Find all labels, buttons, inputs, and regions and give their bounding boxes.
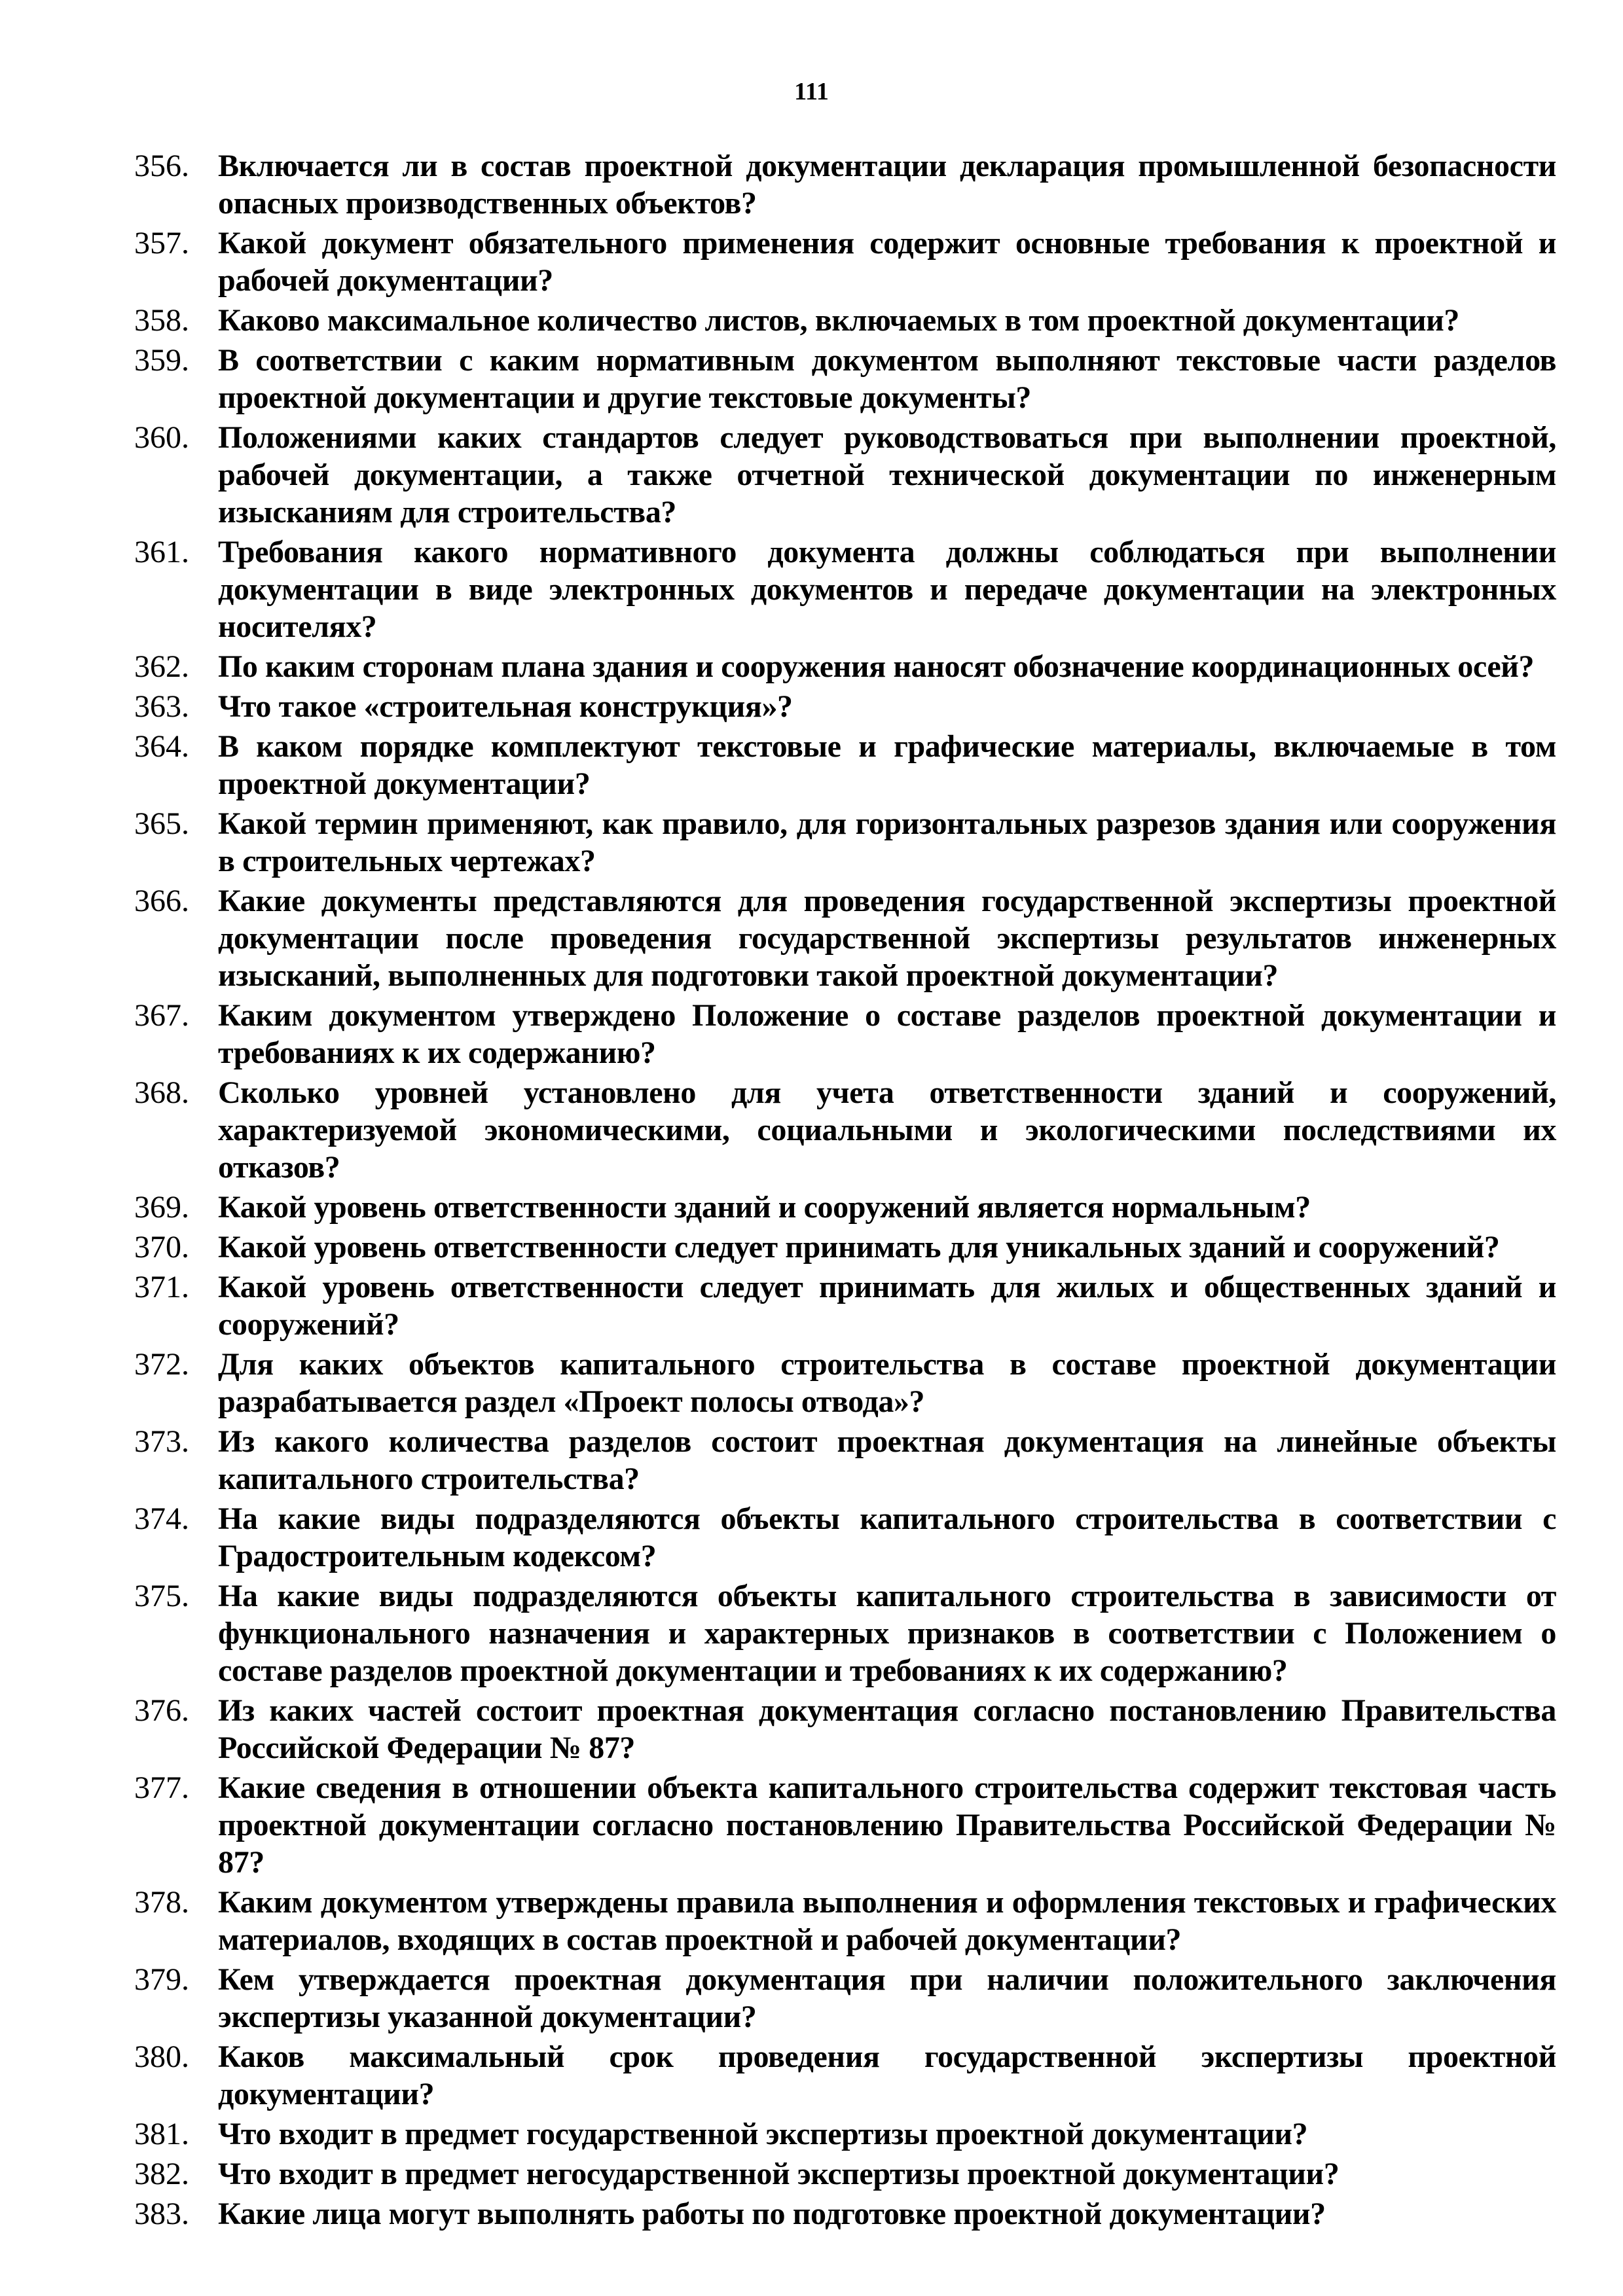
- question-number: 361.: [134, 535, 189, 569]
- question-number: 371.: [134, 1270, 189, 1304]
- question-number: 358.: [134, 303, 189, 338]
- question-number: 364.: [134, 729, 189, 764]
- question-item: [134, 648, 1556, 685]
- question-number: 375.: [134, 1579, 189, 1613]
- question-text: Какой термин применяют, как правило, для горизонтальных разрезов здания или сооружения в строительных чертежах?: [218, 806, 1556, 878]
- question-item: [134, 224, 1556, 299]
- question-item: [134, 997, 1556, 1071]
- question-number: 363.: [134, 689, 189, 724]
- question-item: [134, 419, 1556, 531]
- question-item: [134, 1074, 1556, 1186]
- question-text: Что входит в предмет государственной экспертизы проектной документации?: [218, 2117, 1308, 2151]
- question-number: 362.: [134, 649, 189, 684]
- question-text: Включается ли в состав проектной документации декларация промышленной безопасности опасных производственных объектов?: [218, 149, 1556, 221]
- question-text: Каково максимальное количество листов, включаемых в том проектной документации?: [218, 303, 1459, 338]
- question-text: Каков максимальный срок проведения государственной экспертизы проектной документации?: [218, 2039, 1556, 2111]
- question-text: В соответствии с каким нормативным документом выполняют текстовые части разделов проектной документации и другие текстовые документы?: [218, 343, 1556, 415]
- question-number: 365.: [134, 806, 189, 841]
- question-number: 373.: [134, 1424, 189, 1459]
- question-text: На какие виды подразделяются объекты капитального строительства в соответствии с Градостроительным кодексом?: [218, 1501, 1556, 1573]
- question-text: Какой уровень ответственности следует принимать для уникальных зданий и сооружений?: [218, 1230, 1500, 1265]
- question-item: [134, 533, 1556, 645]
- question-text: Какой документ обязательного применения содержит основные требования к проектной и рабочей документации?: [218, 226, 1556, 298]
- question-item: [134, 805, 1556, 880]
- question-item: [134, 1577, 1556, 1689]
- question-list: [134, 147, 1556, 2235]
- question-number: 382.: [134, 2157, 189, 2191]
- question-item: [134, 1346, 1556, 1420]
- question-item: [134, 688, 1556, 725]
- page-number: 111: [794, 78, 829, 105]
- question-number: 367.: [134, 998, 189, 1033]
- question-number: 379.: [134, 1962, 189, 1997]
- question-text: Какой уровень ответственности зданий и сооружений является нормальным?: [218, 1190, 1311, 1225]
- question-text: Какие документы представляются для проведения государственной экспертизы проектной документации после проведения государственной экспертизы результатов инженерных изысканий, выполненных для подготовки такой проектной документации?: [218, 884, 1556, 993]
- question-text: Из каких частей состоит проектная документация согласно постановлению Правительства Российской Федерации № 87?: [218, 1693, 1556, 1765]
- question-text: Положениями каких стандартов следует руководствоваться при выполнении проектной, рабочей документации, а также отчетной технической документации по инженерным изысканиям для строительства?: [218, 420, 1556, 529]
- question-text: Из какого количества разделов состоит проектная документация на линейные объекты капитального строительства?: [218, 1424, 1556, 1496]
- question-item: [134, 1961, 1556, 2036]
- question-item: [134, 1769, 1556, 1881]
- question-number: 376.: [134, 1693, 189, 1728]
- question-text: Каким документом утверждены правила выполнения и оформления текстовых и графических материалов, входящих в состав проектной и рабочей документации?: [218, 1885, 1556, 1957]
- question-item: [134, 342, 1556, 416]
- question-number: 368.: [134, 1075, 189, 1110]
- question-text: Какие лица могут выполнять работы по подготовке проектной документации?: [218, 2197, 1326, 2231]
- question-item: [134, 1692, 1556, 1767]
- question-number: 369.: [134, 1190, 189, 1225]
- question-item: [134, 1229, 1556, 1266]
- question-text: Какой уровень ответственности следует принимать для жилых и общественных зданий и сооружений?: [218, 1270, 1556, 1342]
- question-number: 383.: [134, 2197, 189, 2231]
- question-text: Что такое «строительная конструкция»?: [218, 689, 793, 724]
- question-item: [134, 2155, 1556, 2193]
- question-number: 370.: [134, 1230, 189, 1265]
- question-number: 381.: [134, 2117, 189, 2151]
- question-text: Каким документом утверждено Положение о составе разделов проектной документации и требованиях к их содержанию?: [218, 998, 1556, 1070]
- question-item: [134, 882, 1556, 994]
- question-text: На какие виды подразделяются объекты капитального строительства в зависимости от функционального назначения и характерных признаков в соответствии с Положением о составе разделов проектной документации и требованиях к их содержанию?: [218, 1579, 1556, 1688]
- question-item: [134, 1189, 1556, 1226]
- question-item: [134, 2038, 1556, 2113]
- question-text: По каким сторонам плана здания и сооружения наносят обозначение координационных осей?: [218, 649, 1535, 684]
- question-number: 380.: [134, 2039, 189, 2074]
- question-text: Какие сведения в отношении объекта капитального строительства содержит текстовая часть проектной документации согласно постановлению Правительства Российской Федерации № 87?: [218, 1770, 1556, 1880]
- question-item: [134, 1500, 1556, 1575]
- question-number: 359.: [134, 343, 189, 378]
- question-item: [134, 302, 1556, 339]
- question-text: В каком порядке комплектуют текстовые и графические материалы, включаемые в том проектной документации?: [218, 729, 1556, 801]
- question-number: 374.: [134, 1501, 189, 1536]
- question-number: 377.: [134, 1770, 189, 1805]
- question-number: 360.: [134, 420, 189, 455]
- question-number: 357.: [134, 226, 189, 260]
- question-number: 372.: [134, 1347, 189, 1382]
- question-number: 356.: [134, 149, 189, 183]
- question-text: Требования какого нормативного документа должны соблюдаться при выполнении документации в виде электронных документов и передаче документации на электронных носителях?: [218, 535, 1556, 644]
- question-item: [134, 1268, 1556, 1343]
- question-item: [134, 147, 1556, 222]
- question-text: Что входит в предмет негосударственной экспертизы проектной документации?: [218, 2157, 1340, 2191]
- question-item: [134, 1884, 1556, 1958]
- question-text: Сколько уровней установлено для учета ответственности зданий и сооружений, характеризуемой экономическими, социальными и экологическими последствиями их отказов?: [218, 1075, 1556, 1185]
- question-text: Кем утверждается проектная документация при наличии положительного заключения экспертизы указанной документации?: [218, 1962, 1556, 2034]
- question-text: Для каких объектов капитального строительства в составе проектной документации разрабатывается раздел «Проект полосы отвода»?: [218, 1347, 1556, 1419]
- question-item: [134, 1423, 1556, 1498]
- question-number: 378.: [134, 1885, 189, 1920]
- question-item: [134, 2195, 1556, 2233]
- question-item: [134, 728, 1556, 802]
- question-number: 366.: [134, 884, 189, 918]
- question-item: [134, 2115, 1556, 2153]
